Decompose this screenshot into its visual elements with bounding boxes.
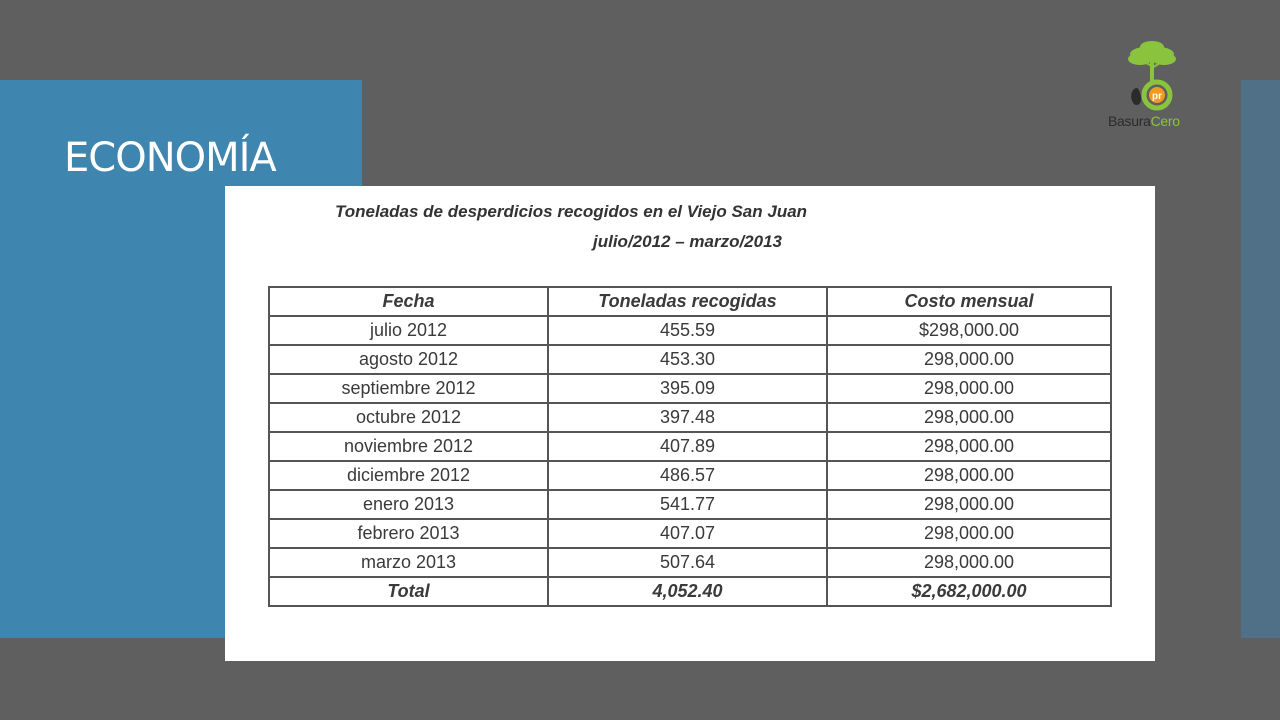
- total-costo: $2,682,000.00: [827, 577, 1111, 606]
- table-row: [269, 519, 1111, 548]
- header-fecha: Fecha: [269, 287, 548, 316]
- cell-toneladas: 453.30: [548, 345, 827, 374]
- cell-costo: 298,000.00: [827, 403, 1111, 432]
- table-total-row: [269, 577, 1111, 606]
- table-subtitle: julio/2012 – marzo/2013: [593, 232, 782, 251]
- logo-wordmark: [1108, 113, 1180, 129]
- cell-fecha: julio 2012: [269, 316, 548, 345]
- cell-toneladas: 455.59: [548, 316, 827, 345]
- logo-badge-text: pr: [1152, 91, 1162, 102]
- cell-fecha: febrero 2013: [269, 519, 548, 548]
- table-row: [269, 316, 1111, 345]
- cell-toneladas: 407.89: [548, 432, 827, 461]
- cell-fecha: agosto 2012: [269, 345, 548, 374]
- cell-costo: 298,000.00: [827, 345, 1111, 374]
- cell-fecha: marzo 2013: [269, 548, 548, 577]
- cell-toneladas: 541.77: [548, 490, 827, 519]
- cell-toneladas: 395.09: [548, 374, 827, 403]
- cell-costo: 298,000.00: [827, 548, 1111, 577]
- slide-title: ECONOMÍA: [64, 134, 276, 181]
- logo-name-part2: Cero: [1150, 113, 1180, 129]
- basura-cero-logo: [1102, 40, 1202, 132]
- table-row: [269, 490, 1111, 519]
- header-toneladas: Toneladas recogidas: [548, 287, 827, 316]
- table-row: [269, 432, 1111, 461]
- cell-fecha: noviembre 2012: [269, 432, 548, 461]
- cell-toneladas: 407.07: [548, 519, 827, 548]
- cell-fecha: octubre 2012: [269, 403, 548, 432]
- right-accent-strip: [1241, 80, 1280, 638]
- total-toneladas: 4,052.40: [548, 577, 827, 606]
- cell-fecha: enero 2013: [269, 490, 548, 519]
- table-row: [269, 403, 1111, 432]
- cell-fecha: septiembre 2012: [269, 374, 548, 403]
- waste-data-table: [268, 286, 1112, 607]
- table-row: [269, 461, 1111, 490]
- total-label: Total: [269, 577, 548, 606]
- table-title: Toneladas de desperdicios recogidos en el Viejo San Juan: [335, 202, 808, 221]
- cell-costo: 298,000.00: [827, 461, 1111, 490]
- waste-table-image: [225, 186, 1155, 661]
- cell-costo: 298,000.00: [827, 490, 1111, 519]
- cell-toneladas: 507.64: [548, 548, 827, 577]
- tree-logo-icon: [1120, 40, 1184, 114]
- cell-fecha: diciembre 2012: [269, 461, 548, 490]
- cell-costo: 298,000.00: [827, 519, 1111, 548]
- cell-costo: $298,000.00: [827, 316, 1111, 345]
- table-header-row: [269, 287, 1111, 316]
- table-row: [269, 374, 1111, 403]
- cell-toneladas: 397.48: [548, 403, 827, 432]
- table-row: [269, 345, 1111, 374]
- cell-costo: 298,000.00: [827, 432, 1111, 461]
- cell-toneladas: 486.57: [548, 461, 827, 490]
- header-costo: Costo mensual: [827, 287, 1111, 316]
- logo-name-part1: Basura: [1108, 113, 1151, 129]
- cell-costo: 298,000.00: [827, 374, 1111, 403]
- table-row: [269, 548, 1111, 577]
